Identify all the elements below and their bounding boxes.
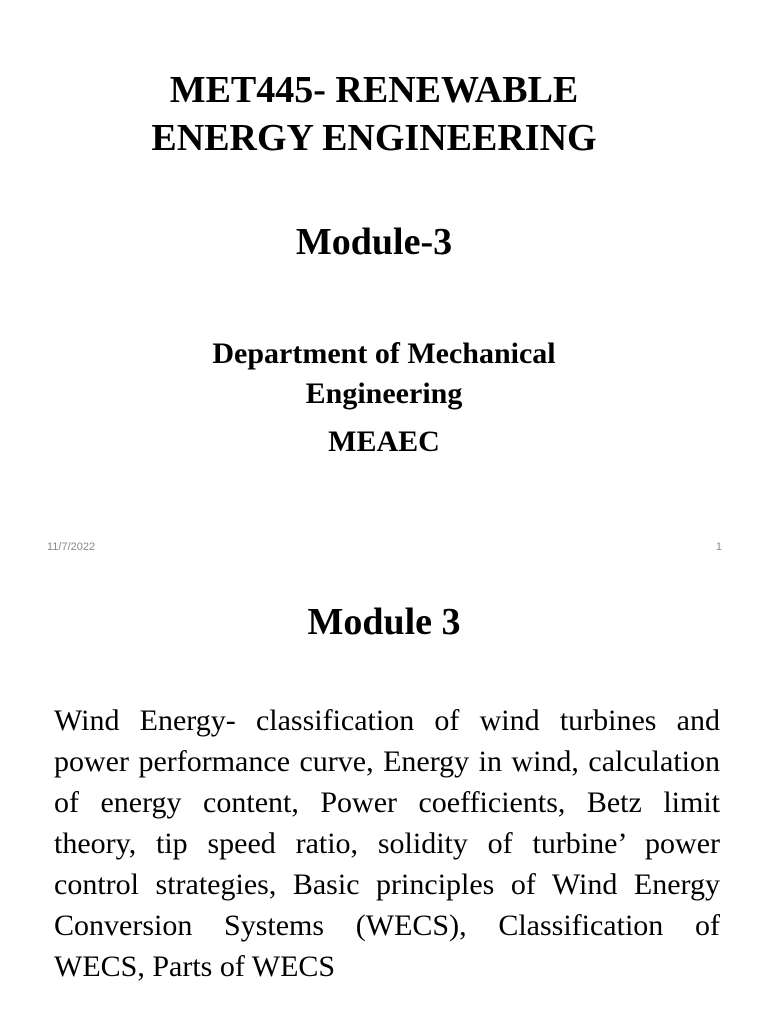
slide-heading: Module 3 bbox=[307, 601, 461, 643]
course-title-line-2: ENERGY ENGINEERING bbox=[151, 117, 597, 159]
department-line-2: Engineering bbox=[305, 377, 463, 410]
syllabus-text: Wind Energy- classification of wind turbines and power performance curve, Energy in wind, calculation of energy content, Power coefficients, Betz limit theory, tip speed ratio, solidity of turbine’ power control strategies, Basic principles of Wind Energy Conversion Systems (WECS), Classification of WECS, Parts of WECS bbox=[54, 704, 720, 983]
department-line-1: Department of Mechanical bbox=[212, 337, 556, 370]
course-title-line-1: MET445- RENEWABLE bbox=[169, 69, 579, 111]
college-name: MEAEC bbox=[328, 425, 440, 458]
slide-page-number: 1 bbox=[715, 541, 722, 553]
module-heading: Module-3 bbox=[295, 221, 453, 263]
department-name bbox=[0, 334, 768, 414]
syllabus-slide bbox=[0, 572, 768, 1024]
course-title bbox=[0, 66, 748, 162]
slide-date: 11/7/2022 bbox=[47, 541, 96, 553]
